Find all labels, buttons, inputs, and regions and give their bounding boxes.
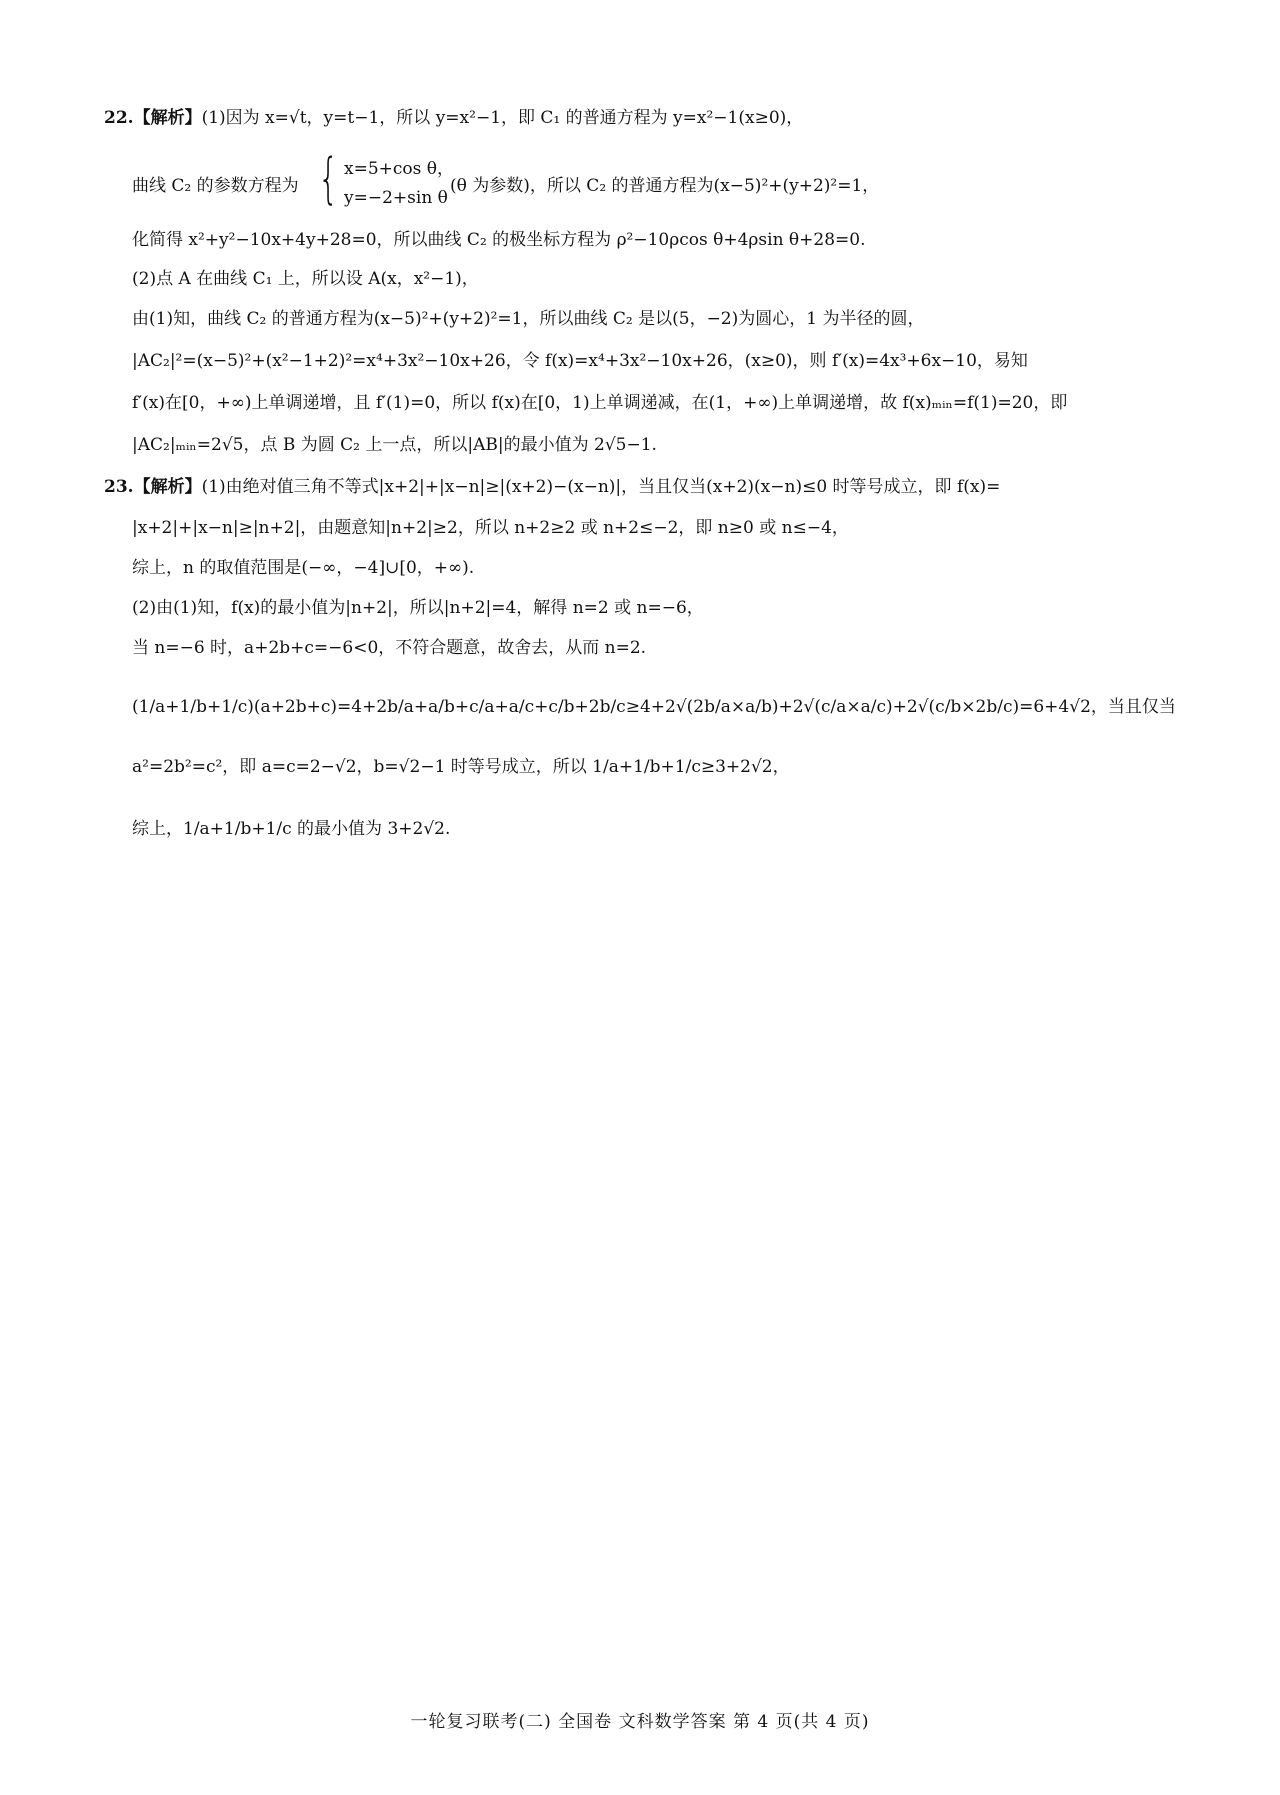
q23-line-4: (2)由(1)知，f(x)的最小值为|n+2|，所以|n+2|=4，解得 n=2 或 n=−6， [132,598,704,618]
q22-system-line-1: x=5+cos θ， [344,159,455,179]
q22-line-4: (2)点 A 在曲线 C₁ 上，所以设 A(x，x²−1)， [132,269,479,289]
q22-number: 22. [104,108,134,128]
q22-line-7: f′(x)在[0，+∞)上单调递增，且 f′(1)=0，所以 f(x)在[0，1)上单调递减，在(1，+∞)上单调递增，故 f(x)ₘᵢₙ=f(1)=20，即 [132,393,1068,413]
q22-line-8: |AC₂|ₘᵢₙ=2√5，点 B 为圆 C₂ 上一点，所以|AB|的最小值为 2√5−1. [132,435,657,455]
q23-line-6: (1/a+1/b+1/c)(a+2b+c)=4+2b/a+a/b+c/a+a/c+c/b+2b/c≥4+2√(2b/a×a/b)+2√(c/a×a/c)+2√(c/b×2b/c)=6+4√2，当且仅当 [132,697,1176,717]
q22-system-line-2: y=−2+sin θ [344,188,448,208]
q23-line-3: 综上，n 的取值范围是(−∞，−4]∪[0，+∞). [132,558,475,578]
left-brace-icon: { [318,147,339,210]
q22-text-1: (1)因为 x=√t，y=t−1，所以 y=x²−1，即 C₁ 的普通方程为 y=x²−1(x≥0)， [201,108,804,128]
q23-line-2: |x+2|+|x−n|≥|n+2|，由题意知|n+2|≥2，所以 n+2≥2 或 n+2≤−2，即 n≥0 或 n≤−4， [132,518,849,538]
q22-parametric-after: (θ 为参数)，所以 C₂ 的普通方程为(x−5)²+(y+2)²=1， [450,176,880,196]
q22-parametric-label: 曲线 C₂ 的参数方程为 [132,176,299,196]
q22-analysis-tag: 【解析】 [133,108,202,128]
q22-line-1 [104,107,803,129]
q22-line-6: |AC₂|²=(x−5)²+(x²−1+2)²=x⁴+3x²−10x+26，令 f(x)=x⁴+3x²−10x+26，(x≥0)，则 f′(x)=4x³+6x−10，易知 [132,351,1028,371]
q22-line-5: 由(1)知，曲线 C₂ 的普通方程为(x−5)²+(y+2)²=1，所以曲线 C₂ 是以(5，−2)为圆心，1 为半径的圆， [132,309,925,329]
q23-line-5: 当 n=−6 时，a+2b+c=−6<0，不符合题意，故舍去，从而 n=2. [132,638,647,658]
q23-line-8: 综上，1/a+1/b+1/c 的最小值为 3+2√2. [132,819,451,839]
q23-line-7: a²=2b²=c²，即 a=c=2−√2，b=√2−1 时等号成立，所以 1/a+1/b+1/c≥3+2√2， [132,757,790,777]
page-footer: 一轮复习联考(二) 全国卷 文科数学答案 第 4 页(共 4 页) [410,1712,870,1732]
q23-number: 23. [104,477,134,497]
q22-line-3: 化简得 x²+y²−10x+4y+28=0，所以曲线 C₂ 的极坐标方程为 ρ²−10ρcos θ+4ρsin θ+28=0. [132,230,866,250]
q23-analysis-tag: 【解析】 [133,477,202,497]
q23-text-1: (1)由绝对值三角不等式|x+2|+|x−n|≥|(x+2)−(x−n)|，当且仅当(x+2)(x−n)≤0 时等号成立，即 f(x)= [201,477,1001,497]
q23-line-1 [104,476,1000,498]
